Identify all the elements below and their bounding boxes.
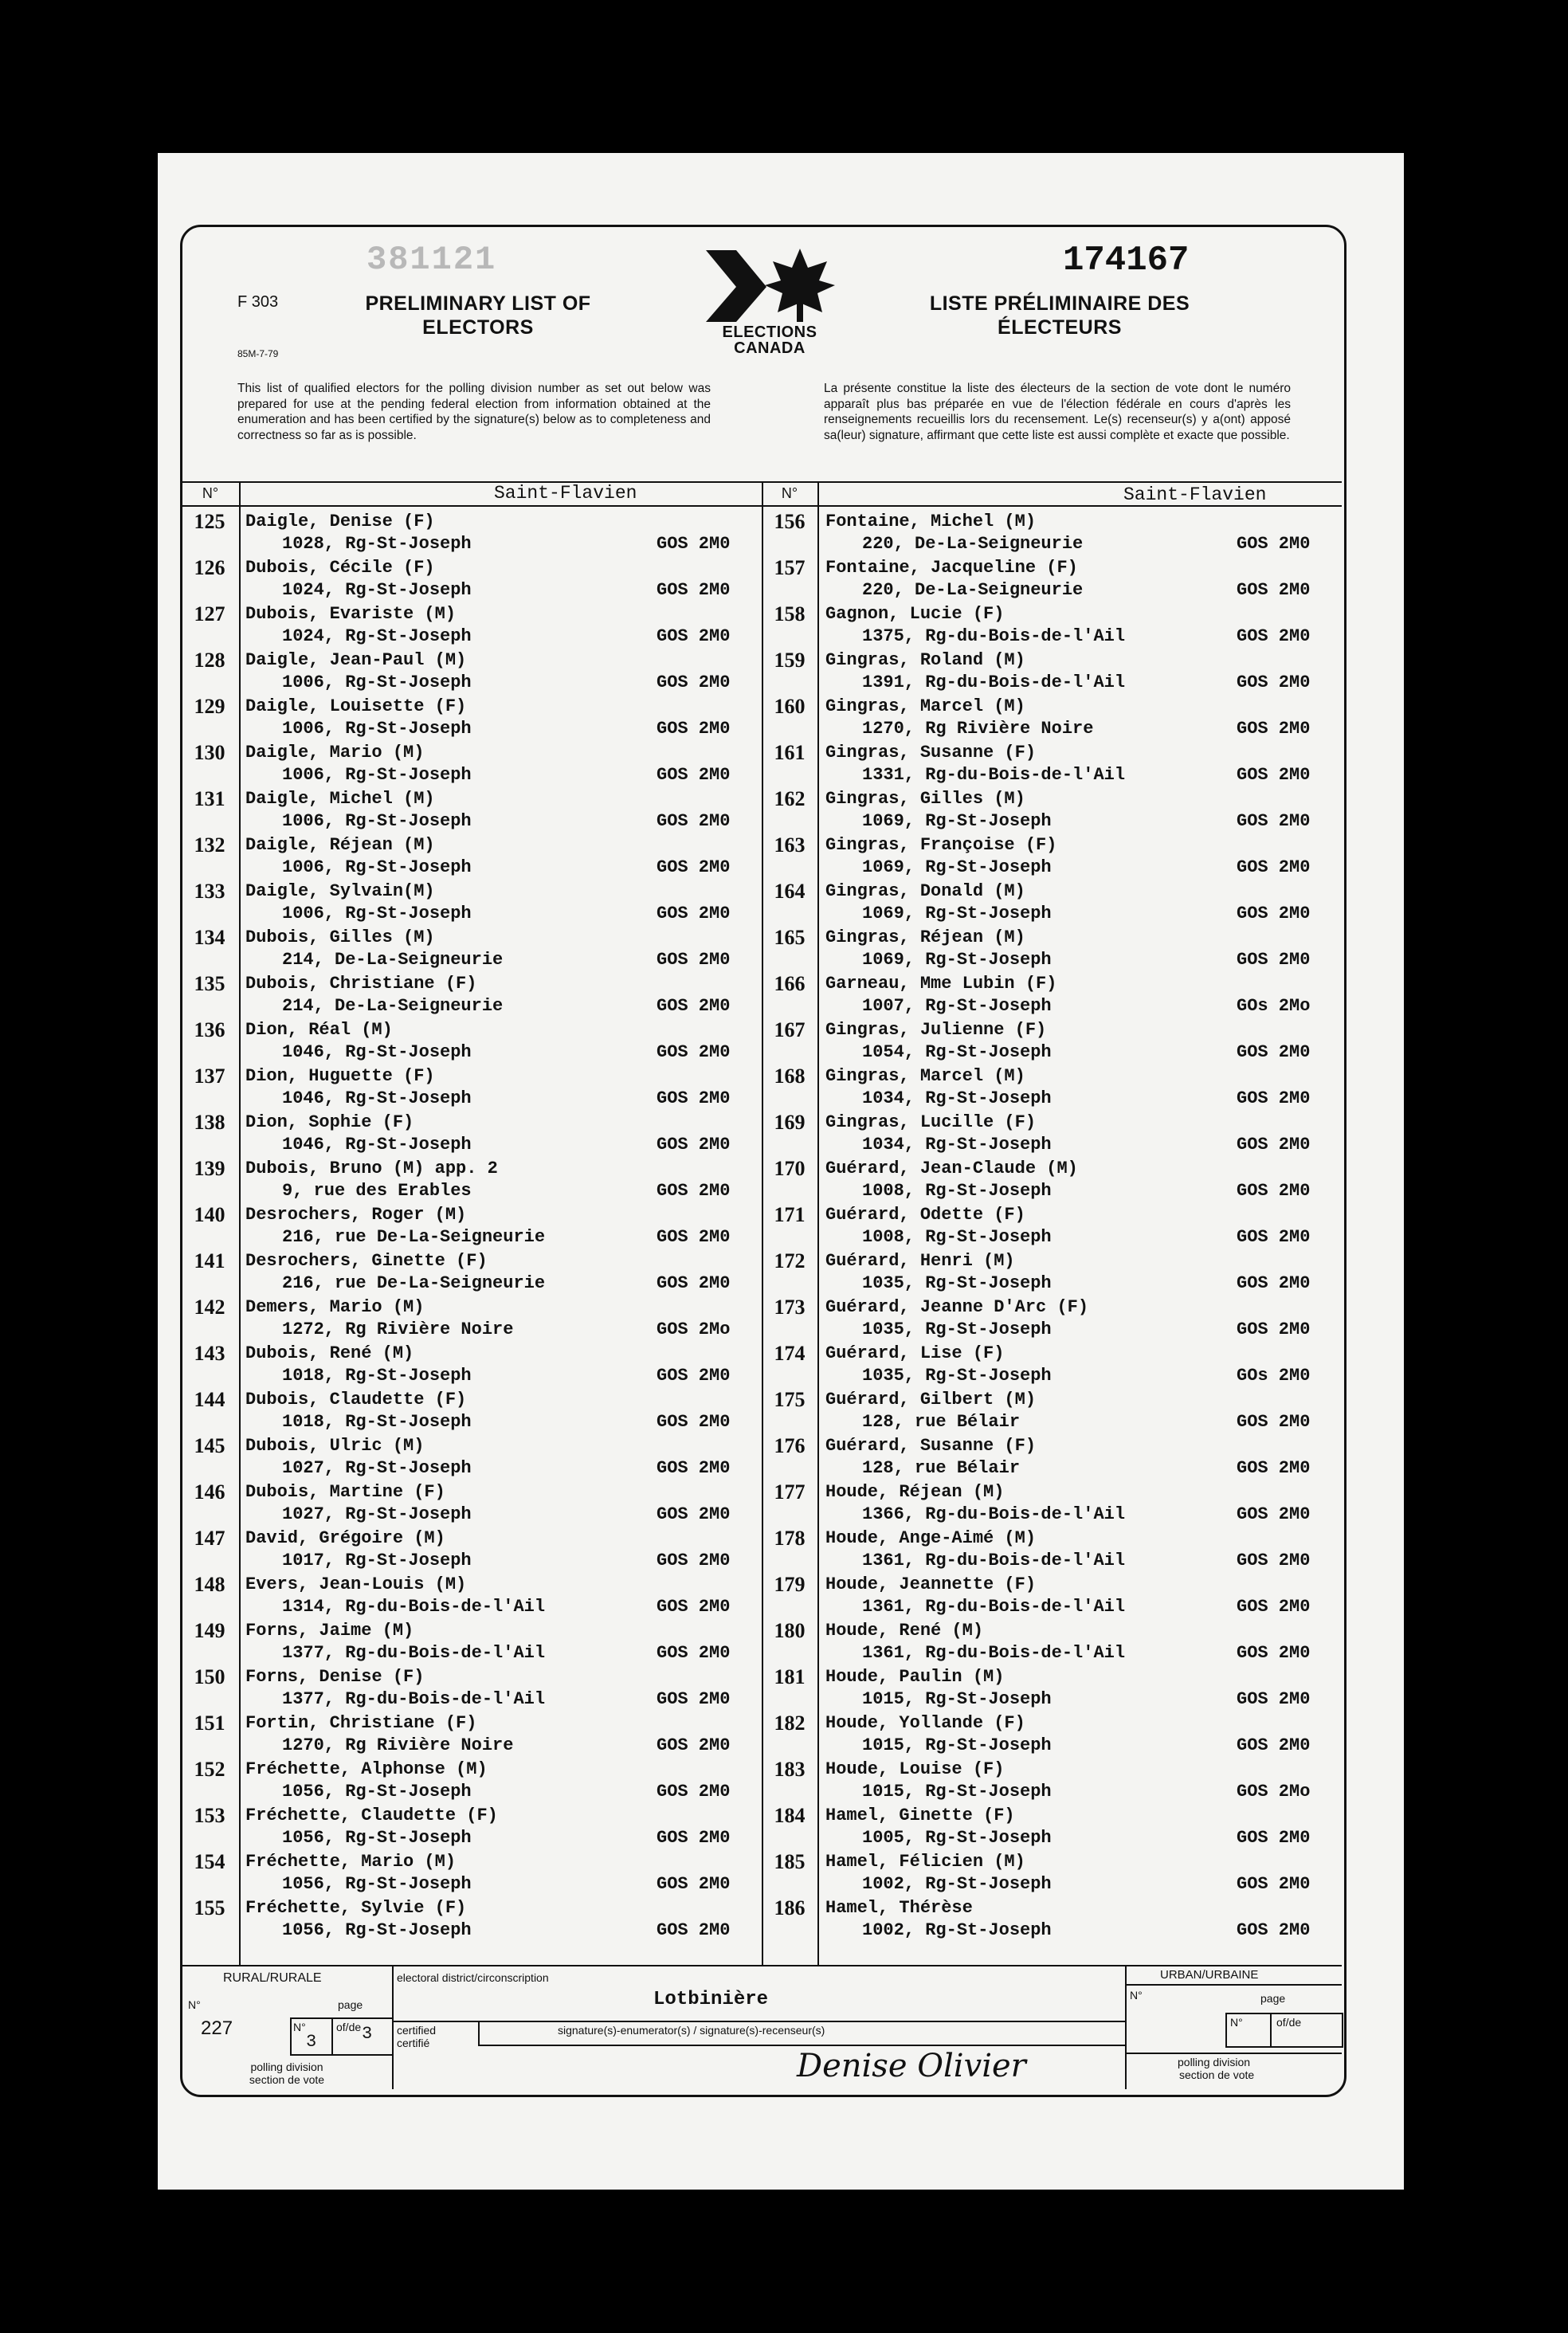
elector-address: 1056, Rg-St-Joseph [282,1782,472,1802]
entry-number: 174 [774,1342,806,1365]
postal-code: GOS 2M0 [657,996,731,1016]
elector-name: Fontaine, Jacqueline (F) [825,558,1078,578]
postal-code: GOS 2M0 [657,765,731,785]
postal-code: GOS 2M0 [657,1227,731,1247]
postal-code: GOS 2M0 [1237,672,1311,692]
entry-number: 164 [774,880,806,903]
entry-number: 129 [194,695,225,718]
entry-number: 177 [774,1480,806,1504]
entry-number: 128 [194,649,225,672]
postal-code: GOS 2M0 [1237,950,1311,970]
entry-number: 162 [774,787,806,810]
elector-name: Guérard, Henri (M) [825,1251,1015,1271]
postal-code: GOS 2M0 [657,1412,731,1432]
urban-label: URBAN/URBAINE [1160,1968,1259,1982]
postal-code: GOS 2M0 [1237,626,1311,646]
postal-code: GOS 2M0 [657,1273,731,1293]
elector-name: Guérard, Lise (F) [825,1343,1005,1363]
postal-code: GOS 2M0 [657,1874,731,1894]
elector-address: 1056, Rg-St-Joseph [282,1874,472,1894]
elector-address: 220, De-La-Seigneurie [862,580,1084,600]
entry-number: 149 [194,1619,225,1642]
page-number: 3 [306,2032,317,2052]
serial-number: 174167 [1063,241,1190,280]
postal-code: GOs 2Mo [1237,996,1311,1016]
postal-code: GOS 2M0 [1237,1597,1311,1617]
postal-code: GOS 2Mo [657,1319,731,1339]
entry-number: 175 [774,1388,806,1411]
postal-code: GOS 2M0 [1237,1412,1311,1432]
entry-number: 133 [194,880,225,903]
elector-name: Guérard, Odette (F) [825,1205,1025,1225]
elector-address: 128, rue Bélair [862,1412,1021,1432]
postal-code: GOS 2M0 [1237,1504,1311,1524]
postal-code: GOS 2M0 [657,1782,731,1802]
elector-name: Houde, Paulin (M) [825,1667,1005,1687]
elector-address: 1035, Rg-St-Joseph [862,1366,1052,1386]
entry-number: 145 [194,1434,225,1457]
elector-address: 1005, Rg-St-Joseph [862,1828,1052,1848]
page-box-divider [331,2017,333,2054]
postal-code: GOS 2M0 [657,1504,731,1524]
postal-code: GOS 2M0 [657,857,731,877]
entry-number: 171 [774,1203,806,1226]
entry-number: 176 [774,1434,806,1457]
elector-name: Demers, Mario (M) [245,1297,425,1317]
entry-number: 180 [774,1619,806,1642]
entry-number: 161 [774,741,806,764]
elector-address: 1377, Rg-du-Bois-de-l'Ail [282,1643,546,1663]
elector-name: Gingras, Lucille (F) [825,1112,1037,1132]
postal-code: GOS 2M0 [1237,534,1311,554]
postal-code: GOS 2M0 [1237,1920,1311,1940]
elector-name: Houde, Yollande (F) [825,1713,1025,1733]
postal-code: GOS 2M0 [657,1458,731,1478]
elector-name: Daigle, Mario (M) [245,743,425,763]
entry-number: 169 [774,1111,806,1134]
elector-name: Daigle, Michel (M) [245,789,435,809]
elector-address: 9, rue des Erables [282,1181,472,1201]
certified-divider [478,2022,480,2046]
entry-number: 156 [774,510,806,533]
elector-address: 1028, Rg-St-Joseph [282,534,472,554]
postal-code: GOS 2M0 [1237,1874,1311,1894]
entry-number: 183 [774,1758,806,1781]
postal-code: GOS 2M0 [1237,811,1311,831]
electoral-district-name: Lotbinière [653,1989,769,2010]
urban-page-label: page [1260,1992,1286,2005]
elector-address: 1272, Rg Rivière Noire [282,1319,514,1339]
entry-number: 163 [774,833,806,857]
elector-address: 1270, Rg Rivière Noire [862,719,1094,739]
elector-address: 1054, Rg-St-Joseph [862,1042,1052,1062]
urban-page-no-label: N° [1230,2016,1243,2029]
elector-address: 1015, Rg-St-Joseph [862,1735,1052,1755]
left-number-divider [239,481,241,1966]
postal-code: GOS 2M0 [657,672,731,692]
entry-number: 181 [774,1665,806,1688]
elector-name: Guérard, Jeanne D'Arc (F) [825,1297,1089,1317]
entry-number: 130 [194,741,225,764]
logo-text-elections: ELECTIONS [722,323,817,341]
postal-code: GOS 2M0 [657,1042,731,1062]
postal-code: GOS 2Mo [1237,1782,1311,1802]
elector-name: Hamel, Félicien (M) [825,1852,1025,1872]
elector-name: Hamel, Thérèse [825,1898,973,1918]
elector-name: Dubois, Cécile (F) [245,558,435,578]
elector-name: Gingras, Gilles (M) [825,789,1025,809]
elector-address: 1006, Rg-St-Joseph [282,765,472,785]
logo-text-canada: CANADA [734,339,806,357]
right-number-divider [817,481,819,1966]
title-fr: LISTE PRÉLIMINAIRE DES ÉLECTEURS [929,292,1190,339]
elections-canada-logo [698,245,841,365]
elector-address: 1056, Rg-St-Joseph [282,1920,472,1940]
entry-number: 160 [774,695,806,718]
elector-name: Houde, René (M) [825,1621,984,1641]
elector-name: Houde, Ange-Aimé (M) [825,1528,1037,1548]
elector-address: 1046, Rg-St-Joseph [282,1135,472,1155]
postal-code: GOS 2M0 [1237,1088,1311,1108]
entry-number: 136 [194,1018,225,1041]
signature-label: signature(s)-enumerator(s) / signature(s)-recenseur(s) [558,2024,825,2037]
elector-address: 1035, Rg-St-Joseph [862,1273,1052,1293]
entry-number: 186 [774,1896,806,1919]
elector-address: 1314, Rg-du-Bois-de-l'Ail [282,1597,546,1617]
footer-rule-top [182,1965,1342,1966]
elector-name: Fréchette, Sylvie (F) [245,1898,467,1918]
rural-no-label: N° [188,1998,201,2011]
elector-name: David, Grégoire (M) [245,1528,445,1548]
entry-number: 148 [194,1573,225,1596]
right-locality-header: Saint-Flavien [1123,484,1267,505]
elector-address: 1270, Rg Rivière Noire [282,1735,514,1755]
entry-number: 168 [774,1065,806,1088]
postal-code: GOS 2M0 [657,1551,731,1570]
entry-number: 167 [774,1018,806,1041]
elector-address: 1027, Rg-St-Joseph [282,1504,472,1524]
elector-address: 220, De-La-Seigneurie [862,534,1084,554]
elector-address: 1391, Rg-du-Bois-de-l'Ail [862,672,1126,692]
elector-address: 1035, Rg-St-Joseph [862,1319,1052,1339]
entry-number: 125 [194,510,225,533]
elector-name: Gingras, Marcel (M) [825,696,1025,716]
postal-code: GOS 2M0 [657,1643,731,1663]
elector-address: 1046, Rg-St-Joseph [282,1042,472,1062]
elector-address: 1361, Rg-du-Bois-de-l'Ail [862,1551,1126,1570]
elector-address: 1056, Rg-St-Joseph [282,1828,472,1848]
entry-number: 147 [194,1527,225,1550]
entry-number: 140 [194,1203,225,1226]
elector-address: 1375, Rg-du-Bois-de-l'Ail [862,626,1126,646]
postal-code: GOS 2M0 [657,904,731,923]
elector-name: Dion, Huguette (F) [245,1066,435,1086]
entry-number: 159 [774,649,806,672]
elector-name: Dubois, Christiane (F) [245,974,477,994]
entry-number: 179 [774,1573,806,1596]
entry-number: 144 [194,1388,225,1411]
elector-name: Dubois, René (M) [245,1343,414,1363]
entry-number: 152 [194,1758,225,1781]
postal-code: GOS 2M0 [1237,1643,1311,1663]
right-no-header: N° [781,485,798,501]
elector-address: 1015, Rg-St-Joseph [862,1689,1052,1709]
urban-of-label: of/de [1276,2016,1302,2029]
elector-name: Houde, Réjean (M) [825,1482,1005,1502]
urban-rule [1125,1984,1342,1986]
entry-number: 126 [194,556,225,579]
intro-text-fr: La présente constitue la liste des électeurs de la section de vote dont le numéro apparaît plus bas préparée en vue de l'élection fédérale en cours d'après les renseignements recueillis lors du recensement. Le(s) recenseur(s) y a(ont) apposé sa(leur) signature, affirmant que cette liste est aussi complète et exacte que possible. [824,382,1291,442]
elector-address: 1024, Rg-St-Joseph [282,580,472,600]
elector-name: Dubois, Claudette (F) [245,1390,467,1410]
elector-address: 1006, Rg-St-Joseph [282,904,472,923]
postal-code: GOS 2M0 [657,950,731,970]
rural-page-label: page [338,1998,363,2011]
elector-name: Gingras, Julienne (F) [825,1020,1047,1040]
elector-address: 1002, Rg-St-Joseph [862,1874,1052,1894]
elector-name: Daigle, Réjean (M) [245,835,435,855]
polling-division-number: 227 [201,2017,233,2039]
elector-name: Guérard, Gilbert (M) [825,1390,1037,1410]
postal-code: GOS 2M0 [1237,580,1311,600]
entry-number: 141 [194,1249,225,1272]
elector-address: 1069, Rg-St-Joseph [862,857,1052,877]
elector-name: Houde, Louise (F) [825,1759,1005,1779]
entry-number: 154 [194,1850,225,1873]
elector-name: Fréchette, Mario (M) [245,1852,457,1872]
certifie-label: certifié [397,2037,430,2049]
elector-name: Gagnon, Lucie (F) [825,604,1005,624]
elector-address: 1034, Rg-St-Joseph [862,1135,1052,1155]
entry-number: 131 [194,787,225,810]
entry-number: 151 [194,1712,225,1735]
elector-name: Fréchette, Claudette (F) [245,1806,498,1825]
urban-page-box-divider [1270,2013,1272,2046]
elector-address: 1008, Rg-St-Joseph [862,1227,1052,1247]
urban-bottom-rule [1125,2053,1342,2054]
elector-address: 1007, Rg-St-Joseph [862,996,1052,1016]
faded-stamp-number: 381121 [367,241,497,279]
elector-address: 1018, Rg-St-Joseph [282,1412,472,1432]
postal-code: GOS 2M0 [1237,765,1311,785]
urban-section-de-vote-label: section de vote [1179,2068,1255,2081]
entry-number: 135 [194,972,225,995]
page-of-label: of/de [336,2021,362,2033]
entry-number: 157 [774,556,806,579]
elector-address: 1027, Rg-St-Joseph [282,1458,472,1478]
elector-address: 1024, Rg-St-Joseph [282,626,472,646]
elector-name: Gingras, Marcel (M) [825,1066,1025,1086]
postal-code: GOS 2M0 [1237,1319,1311,1339]
elector-address: 1034, Rg-St-Joseph [862,1088,1052,1108]
postal-code: GOS 2M0 [1237,1135,1311,1155]
entry-number: 166 [774,972,806,995]
postal-code: GOS 2M0 [1237,1042,1311,1062]
postal-code: GOS 2M0 [1237,1227,1311,1247]
elector-address: 214, De-La-Seigneurie [282,996,504,1016]
postal-code: GOS 2M0 [1237,1689,1311,1709]
elector-name: Dubois, Ulric (M) [245,1436,425,1456]
postal-code: GOS 2M0 [657,626,731,646]
postal-code: GOS 2M0 [657,811,731,831]
rural-label: RURAL/RURALE [223,1971,322,1985]
elector-address: 1006, Rg-St-Joseph [282,672,472,692]
elector-name: Gingras, Susanne (F) [825,743,1037,763]
elector-address: 216, rue De-La-Seigneurie [282,1227,546,1247]
elector-name: Fortin, Christiane (F) [245,1713,477,1733]
entry-number: 134 [194,926,225,949]
postal-code: GOS 2M0 [1237,904,1311,923]
entry-number: 139 [194,1157,225,1180]
postal-code: GOS 2M0 [657,719,731,739]
entry-number: 185 [774,1850,806,1873]
elector-address: 128, rue Bélair [862,1458,1021,1478]
polling-division-label: polling division [250,2060,323,2073]
entry-number: 182 [774,1712,806,1735]
postal-code: GOS 2M0 [657,1135,731,1155]
elector-name: Dion, Sophie (F) [245,1112,414,1132]
elector-address: 1331, Rg-du-Bois-de-l'Ail [862,765,1126,785]
elector-name: Dubois, Evariste (M) [245,604,457,624]
left-no-header: N° [202,485,219,501]
elector-name: Forns, Denise (F) [245,1667,425,1687]
elector-name: Guérard, Susanne (F) [825,1436,1037,1456]
page-no-label: N° [293,2021,306,2033]
elector-address: 1069, Rg-St-Joseph [862,950,1052,970]
elector-name: Forns, Jaime (M) [245,1621,414,1641]
elector-name: Garneau, Mme Lubin (F) [825,974,1057,994]
elector-name: Guérard, Jean-Claude (M) [825,1159,1078,1178]
elector-name: Gingras, Roland (M) [825,650,1025,670]
entry-number: 170 [774,1157,806,1180]
entry-number: 127 [194,602,225,625]
elector-address: 1361, Rg-du-Bois-de-l'Ail [862,1643,1126,1663]
form-date: 85M-7-79 [237,348,279,359]
elector-name: Dion, Réal (M) [245,1020,393,1040]
elector-address: 1008, Rg-St-Joseph [862,1181,1052,1201]
postal-code: GOS 2M0 [657,1088,731,1108]
postal-code: GOS 2M0 [1237,1828,1311,1848]
elector-address: 1069, Rg-St-Joseph [862,904,1052,923]
postal-code: GOS 2M0 [657,1366,731,1386]
section-de-vote-label: section de vote [249,2073,325,2086]
elector-name: Dubois, Martine (F) [245,1482,445,1502]
elector-name: Daigle, Jean-Paul (M) [245,650,467,670]
elector-address: 1069, Rg-St-Joseph [862,811,1052,831]
elector-name: Dubois, Gilles (M) [245,927,435,947]
signature-rule [478,2045,1125,2046]
elector-address: 1015, Rg-St-Joseph [862,1782,1052,1802]
enumerator-signature: Denise Olivier [797,2048,1026,2084]
postal-code: GOS 2M0 [1237,1551,1311,1570]
elector-name: Daigle, Denise (F) [245,512,435,531]
entry-number: 165 [774,926,806,949]
title-en: PRELIMINARY LIST OF ELECTORS [365,292,591,339]
elector-address: 216, rue De-La-Seigneurie [282,1273,546,1293]
elector-name: Fréchette, Alphonse (M) [245,1759,488,1779]
entry-number: 178 [774,1527,806,1550]
elector-address: 1017, Rg-St-Joseph [282,1551,472,1570]
elector-address: 1002, Rg-St-Joseph [862,1920,1052,1940]
entry-number: 138 [194,1111,225,1134]
electoral-district-label: electoral district/circonscription [397,1971,549,1984]
district-rule [392,2021,1125,2022]
postal-code: GOS 2M0 [1237,719,1311,739]
elector-address: 1018, Rg-St-Joseph [282,1366,472,1386]
elector-name: Desrochers, Roger (M) [245,1205,467,1225]
entry-number: 132 [194,833,225,857]
entry-number: 143 [194,1342,225,1365]
elector-address: 1361, Rg-du-Bois-de-l'Ail [862,1597,1126,1617]
postal-code: GOS 2M0 [657,580,731,600]
elector-address: 214, De-La-Seigneurie [282,950,504,970]
postal-code: GOs 2M0 [1237,1366,1311,1386]
left-locality-header: Saint-Flavien [494,483,637,504]
elector-name: Houde, Jeannette (F) [825,1574,1037,1594]
postal-code: GOS 2M0 [1237,1458,1311,1478]
elector-name: Fontaine, Michel (M) [825,512,1037,531]
elector-address: 1006, Rg-St-Joseph [282,719,472,739]
elector-name: Hamel, Ginette (F) [825,1806,1015,1825]
elector-address: 1006, Rg-St-Joseph [282,857,472,877]
elector-address: 1377, Rg-du-Bois-de-l'Ail [282,1689,546,1709]
elector-address: 1366, Rg-du-Bois-de-l'Ail [862,1504,1126,1524]
logo-mark-icon [698,245,841,325]
postal-code: GOS 2M0 [1237,1735,1311,1755]
page-total: 3 [362,2024,373,2044]
entry-number: 158 [774,602,806,625]
postal-code: GOS 2M0 [657,534,731,554]
elector-name: Daigle, Sylvain(M) [245,881,435,901]
postal-code: GOS 2M0 [657,1828,731,1848]
postal-code: GOS 2M0 [657,1597,731,1617]
urban-no-label: N° [1130,1989,1143,2002]
elector-name: Evers, Jean-Louis (M) [245,1574,467,1594]
entry-number: 172 [774,1249,806,1272]
form-number: F 303 [237,293,279,311]
entry-number: 184 [774,1804,806,1827]
entry-number: 173 [774,1296,806,1319]
postal-code: GOS 2M0 [1237,1181,1311,1201]
elector-name: Dubois, Bruno (M) app. 2 [245,1159,498,1178]
entry-number: 155 [194,1896,225,1919]
certified-label: certified [397,2024,437,2037]
postal-code: GOS 2M0 [657,1920,731,1940]
elector-name: Daigle, Louisette (F) [245,696,467,716]
elector-name: Gingras, Donald (M) [825,881,1025,901]
entry-number: 150 [194,1665,225,1688]
entry-number: 142 [194,1296,225,1319]
entry-number: 146 [194,1480,225,1504]
entry-number: 137 [194,1065,225,1088]
entry-number: 153 [194,1804,225,1827]
elector-name: Gingras, Françoise (F) [825,835,1057,855]
postal-code: GOS 2M0 [657,1181,731,1201]
elector-name: Desrochers, Ginette (F) [245,1251,488,1271]
postal-code: GOS 2M0 [1237,857,1311,877]
elector-name: Gingras, Réjean (M) [825,927,1025,947]
postal-code: GOS 2M0 [1237,1273,1311,1293]
urban-polling-division-label: polling division [1178,2056,1251,2068]
elector-address: 1006, Rg-St-Joseph [282,811,472,831]
postal-code: GOS 2M0 [657,1689,731,1709]
intro-text-en: This list of qualified electors for the polling division number as set out below was prepared for use at the pending federal election from information obtained at the enumeration and has been certified by the signature(s) below as to completeness and correctness so far as is possible. [237,382,711,442]
postal-code: GOS 2M0 [657,1735,731,1755]
elector-address: 1046, Rg-St-Joseph [282,1088,472,1108]
